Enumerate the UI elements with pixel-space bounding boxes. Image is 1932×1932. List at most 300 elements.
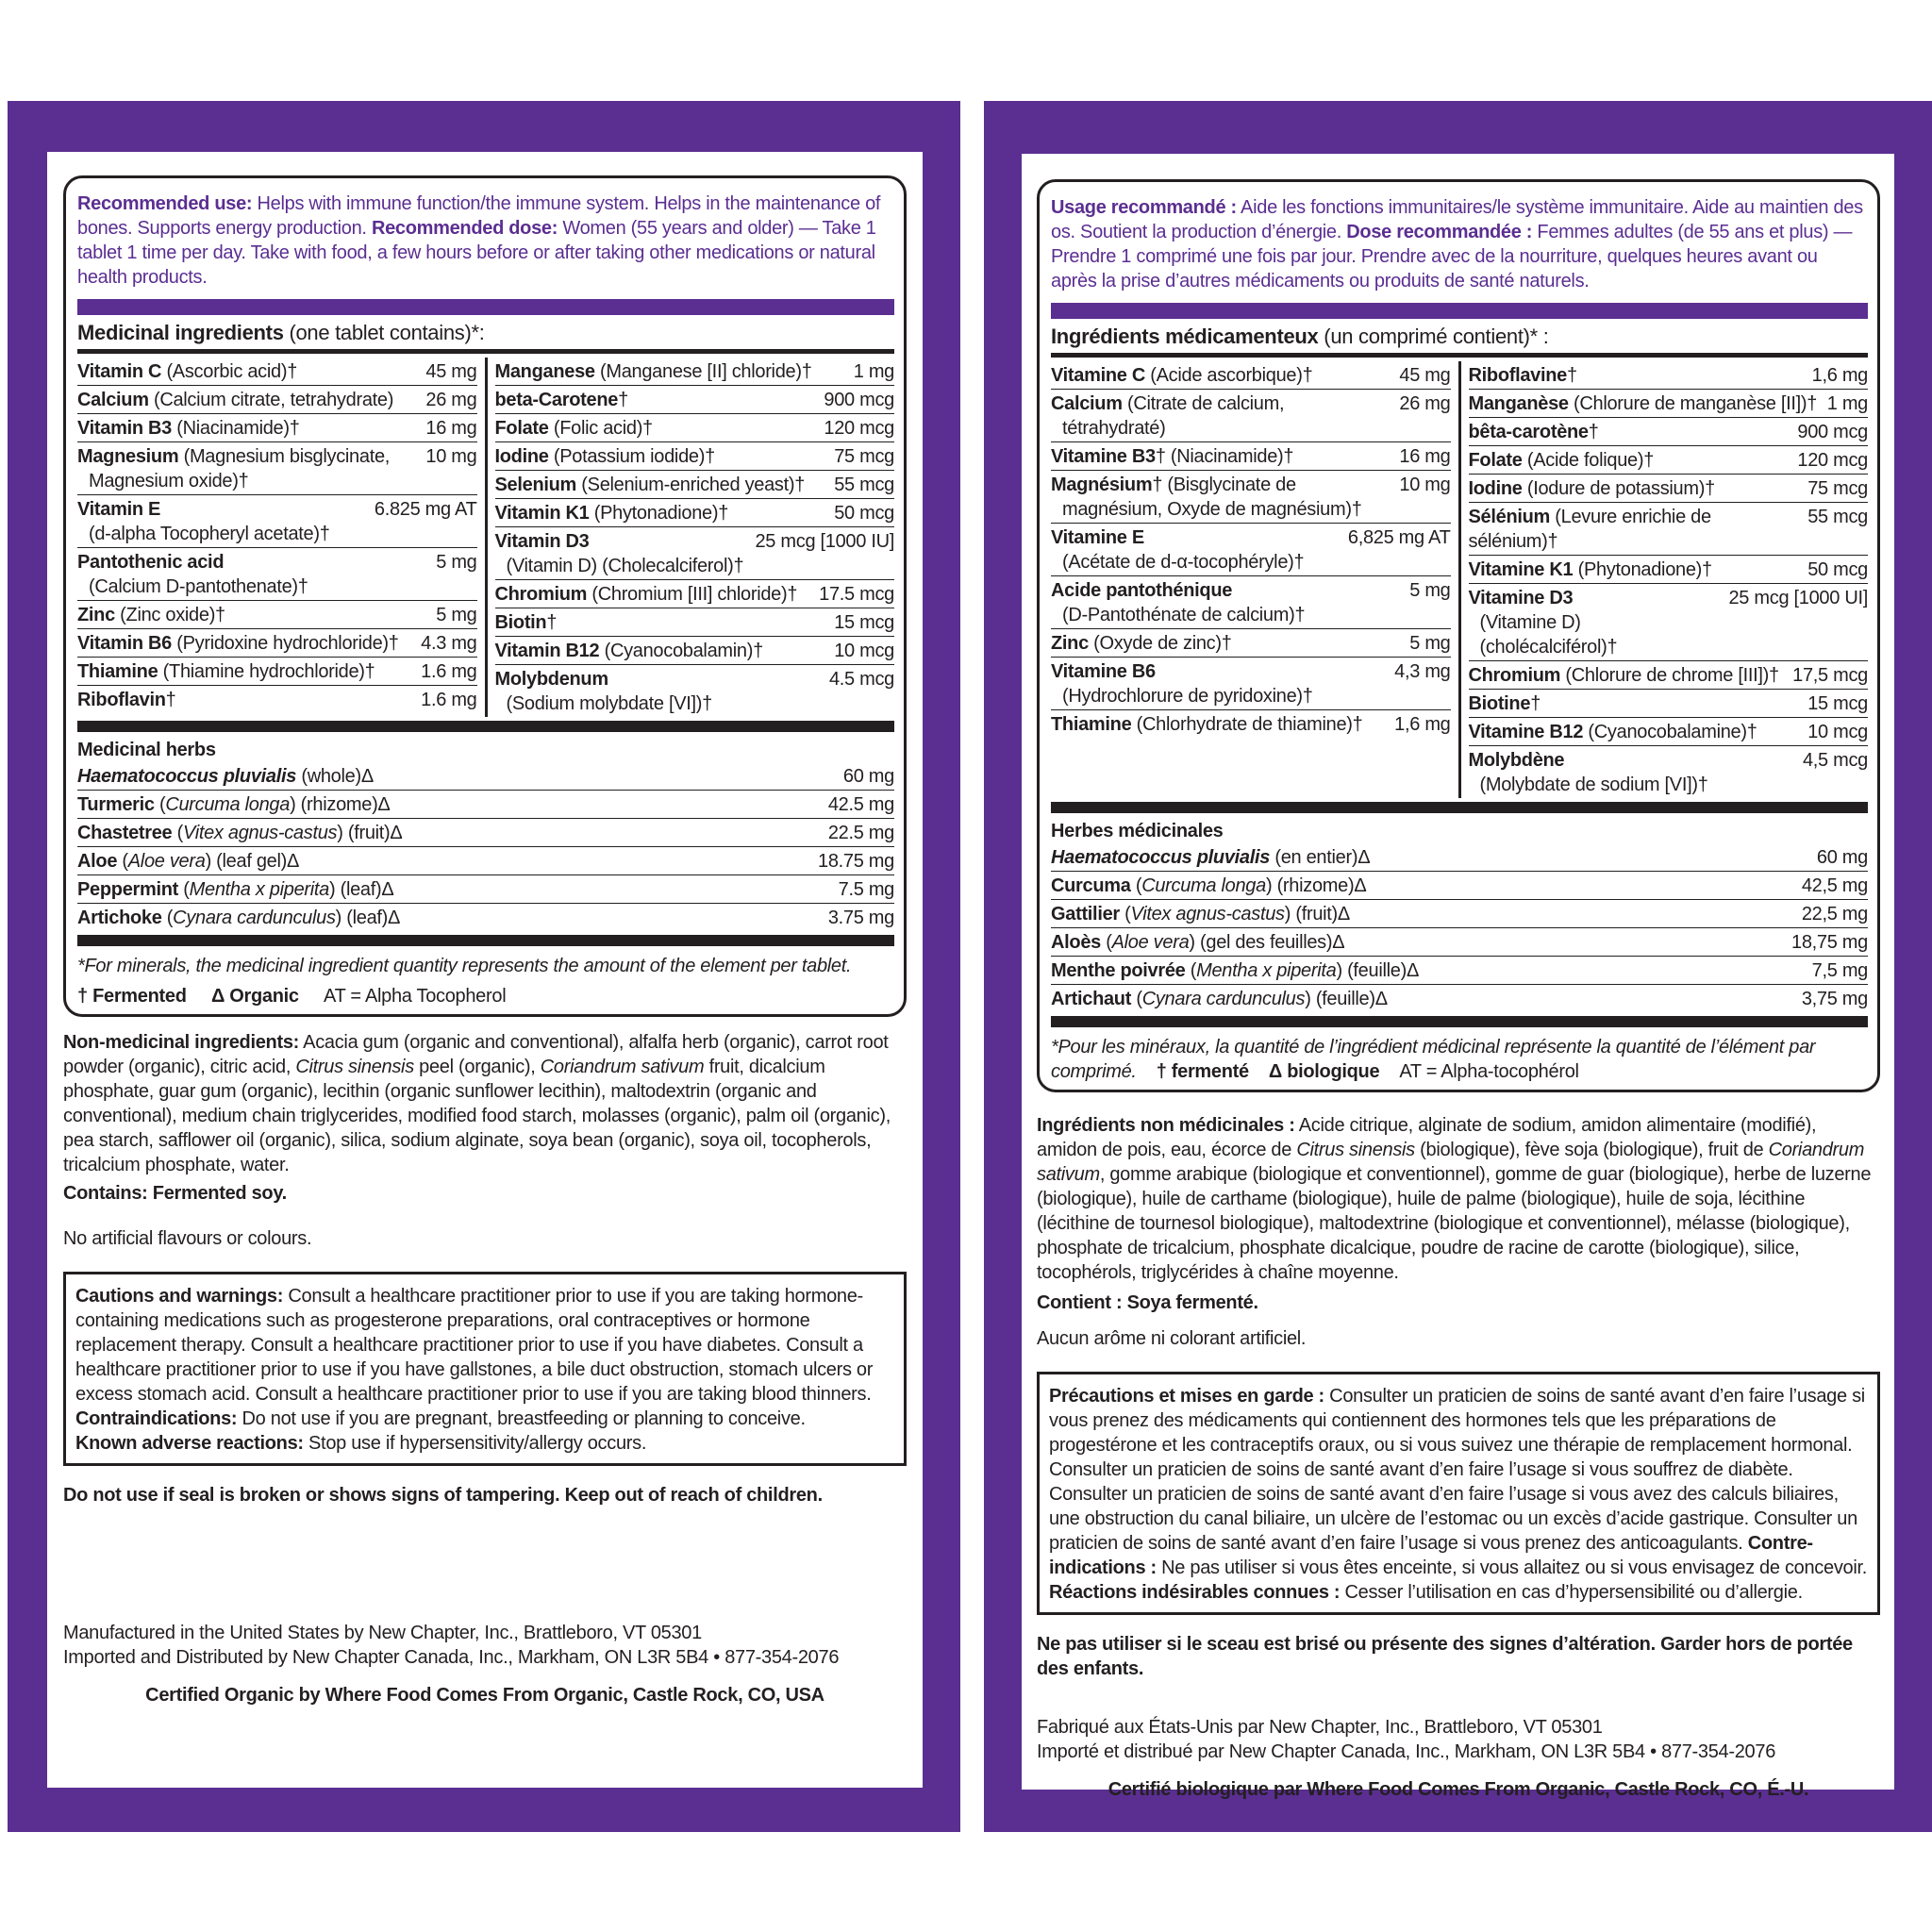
- cautions-box: Précautions et mises en garde : Consulter un praticien de soins de santé avant d’en faire l’usage si vous prenez des médicaments qui contiennent des hormones tels que les préparations de progestérone et les contraceptifs oraux, ou si vous suivez une thérapie de remplacement hormonal. Consulter un praticien de soins de santé avant d’en faire l’usage si vous souffrez de diabète. Consulter un praticien de soins de santé avant d’en faire l’usage si vous avez des calculs biliaires, une obstruction du canal biliaire, un ulcère de l’estomac ou un excès d’acide gastrique. Consulter un praticien de soins de santé avant d’en faire l’usage si vous prenez des anticoagulants. Contre-indications : Ne pas utiliser si vous êtes enceinte, si vous allaitez ou si vous envisagez de concevoir. Réactions indésirables connues : Cesser l’utilisation en cas d’hypersensibilité ou d’allergie.: [1037, 1372, 1880, 1615]
- ingredient-source: (Acide ascorbique)†: [1145, 365, 1313, 386]
- ingredient-name-cell: [1051, 659, 1389, 708]
- ingredient-name-cell: [495, 667, 824, 716]
- ingredient-source: (Phytonadione)†: [589, 503, 729, 524]
- ingredient-source: †: [165, 690, 176, 710]
- ingredient-name-cell: [1469, 391, 1822, 416]
- herb-row: [77, 875, 894, 904]
- herb-name: Gattilier: [1051, 904, 1120, 924]
- ingredient-row: [1469, 746, 1869, 798]
- ingredients-right-column: [1461, 361, 1869, 798]
- herb-name: Aloe: [77, 851, 118, 872]
- ingredient-name-cell: [77, 659, 415, 684]
- non-medicinal-ingredients: Ingrédients non médicinales : Acide citrique, alginate de sodium, amidon alimentaire (modifié), amidon de pois, eau, écorce de Citrus sinensis (biologique), fève soja (biologique), fruit de Coriandrum sativum, gomme arabique (biologique et conventionnel), gomme de guar (biologique), herbe de luzerne (biologique), huile de carthame (biologique), huile de palme (biologique), huile de soja, lécithine (lécithine de tournesol biologique), maltodextrine (biologique et conventionnel), mélasse (biologique), phosphate de tricalcium, phosphate dicalcique, poudre de racine de carotte (biologique), silice, tocophérols, triglycérides à chaîne moyenne.: [1037, 1115, 1872, 1283]
- ingredient-row: [1469, 390, 1869, 418]
- ingredient-name-cell: [1469, 505, 1803, 554]
- ingredient-name: Vitamin D3: [494, 531, 590, 552]
- ingredient-source-line2: (Molybdate de sodium [VI])†: [1479, 774, 1708, 795]
- ingredient-amount: 15 mcg: [1807, 693, 1868, 714]
- ingredient-source: †: [1588, 422, 1599, 442]
- ingredient-name-cell: [495, 388, 819, 412]
- ingredient-row: [77, 658, 477, 686]
- ingredient-name-cell: [1469, 748, 1797, 797]
- herb-row: [77, 904, 894, 931]
- ingredient-source-line2: tétrahydraté): [1062, 418, 1166, 439]
- footnote: *Pour les minéraux, la quantité de l’ingrédient médicinal représente la quantité de l’élément par comprimé. † fermenté Δ biologique AT = Alpha-tocophérol: [1051, 1037, 1816, 1082]
- herb-row: [77, 819, 894, 847]
- ingredient-source: (Pyridoxine hydrochloride)†: [172, 633, 399, 654]
- ingredient-name: Vitamine B12: [1468, 722, 1584, 742]
- ingredient-amount: 75 mcg: [834, 446, 894, 467]
- recommended-use: Usage recommandé : Aide les fonctions immunitaires/le système immunitaire. Aide au maintien des os. Soutient la production d’énergie. Dose recommandée : Femmes adultes (de 55 ans et plus) — Prendre 1 comprimé une fois par jour. Prendre avec de la nourriture, quelques heures avant ou après la prise d’autres médicaments ou produits de santé naturels.: [1051, 197, 1863, 291]
- ingredient-source: (Calcium citrate, tetrahydrate): [148, 390, 394, 410]
- ingredient-source: (Cyanocobalamin)†: [599, 641, 763, 661]
- black-divider: [77, 935, 894, 946]
- ingredient-amount: 1.6 mg: [421, 690, 477, 710]
- ingredient-name: Vitamine C: [1051, 365, 1145, 386]
- ingredient-amount: 55 mcg: [1807, 507, 1868, 527]
- ingredient-source: (Niacinamide)†: [172, 418, 300, 439]
- ingredient-name: Vitamin B12: [494, 641, 600, 661]
- ingredient-row: [495, 580, 895, 608]
- black-divider: [1051, 1016, 1868, 1027]
- ingredient-source: (Zinc oxide)†: [114, 605, 225, 625]
- ingredient-name: Iodine: [494, 446, 549, 467]
- ingredient-name: Acide pantothénique: [1051, 580, 1233, 601]
- ingredient-name-cell: [1051, 473, 1393, 522]
- ingredient-amount: 25 mcg [1000 IU]: [755, 531, 894, 552]
- herb-prefix: (: [172, 823, 184, 843]
- ingredient-name: Biotine: [1468, 693, 1531, 714]
- ingredient-source-line2: (Hydrochlorure de pyridoxine)†: [1062, 686, 1313, 707]
- ingredient-source: (Cyanocobalamine)†: [1583, 722, 1757, 742]
- herb-part: ) (leaf)Δ: [335, 908, 401, 928]
- ingredient-row: [495, 499, 895, 527]
- ingredients-left-column: [77, 358, 488, 717]
- non-medicinal-ingredients: Non-medicinal ingredients: Acacia gum (organic and conventional), alfalfa herb (organic), carrot root powder (organic), citric acid, Citrus sinensis peel (organic), Coriandrum sativum fruit, dicalcium phosphate, guar gum (organic), lecithin (organic sunflower lecithin), maltodextrin (organic and conventional), medium chain triglycerides, modified food starch, molasses (organic), palm oil (organic), pea starch, safflower oil (organic), silica, sodium alginate, soya bean (organic), soya oil, tocopherols, tricalcium phosphate, water.: [63, 1032, 891, 1175]
- ingredient-amount: 10 mg: [425, 446, 477, 467]
- ingredient-amount: 900 mcg: [824, 390, 894, 410]
- ingredient-row: [1469, 690, 1869, 718]
- ingredient-source: (Ascorbic acid)†: [161, 361, 298, 382]
- ingredient-name-cell: [495, 582, 814, 607]
- ingredient-amount: 1 mg: [853, 361, 894, 382]
- ingredients-right-column: [488, 358, 895, 717]
- ingredient-name: Zinc: [77, 605, 115, 625]
- ingredient-amount: 5 mg: [1409, 580, 1451, 601]
- ingredient-name: Folate: [494, 418, 549, 439]
- ingredient-amount: 45 mg: [1399, 365, 1451, 386]
- herb-name-cell: [77, 906, 823, 930]
- ingredient-amount: 10 mcg: [834, 641, 894, 661]
- herb-name: Artichaut: [1051, 989, 1132, 1009]
- purple-divider: [1051, 303, 1868, 319]
- ingredient-name-cell: [77, 359, 420, 384]
- herb-part: ) (feuille)Δ: [1336, 960, 1420, 981]
- herb-prefix: (: [1185, 960, 1197, 981]
- ingredient-row: [77, 358, 477, 386]
- herb-part: ) (rhizome)Δ: [1265, 875, 1367, 896]
- ingredients-left-column: [1051, 361, 1461, 798]
- ingredient-amount: 1.6 mg: [421, 661, 477, 682]
- herb-latin-name: Vitex agnus-castus: [1130, 904, 1285, 924]
- ingredient-amount: 75 mcg: [1807, 478, 1868, 499]
- herb-name-cell: [1051, 930, 1786, 955]
- ingredient-name: Riboflavin: [77, 690, 166, 710]
- ingredient-name: Riboflavine: [1468, 365, 1567, 386]
- no-artificial-statement: No artificial flavours or colours.: [63, 1228, 312, 1249]
- herb-prefix: (: [1131, 989, 1142, 1009]
- ingredient-name: Vitamin E: [77, 499, 161, 520]
- herb-amount: 60 mg: [842, 766, 894, 787]
- supplement-facts-card: [1037, 179, 1880, 1092]
- ingredient-row: [1051, 710, 1451, 738]
- ingredient-source: †: [1567, 365, 1577, 386]
- herb-row: [1051, 843, 1868, 872]
- contains-statement: Contient : Soya fermenté.: [1037, 1292, 1258, 1313]
- herb-part: ) (rhizome)Δ: [290, 794, 391, 815]
- herb-latin-name: Curcuma longa: [1141, 875, 1266, 896]
- ingredient-source-line2: (Vitamine D) (cholécalciférol)†: [1479, 612, 1618, 658]
- ingredient-amount: 1 mg: [1826, 393, 1868, 414]
- herb-name: Peppermint: [77, 879, 179, 900]
- legend: † Fermented Δ Organic AT = Alpha Tocopherol: [77, 986, 507, 1007]
- ingredient-amount: 45 mg: [425, 361, 477, 382]
- ingredient-name-cell: [1051, 631, 1404, 656]
- herb-name-cell: [77, 764, 838, 789]
- ingredient-row: [1469, 556, 1869, 584]
- herb-amount: 7.5 mg: [838, 879, 894, 900]
- herb-part: (en entier)Δ: [1270, 847, 1371, 868]
- ingredient-name: Vitamin K1: [494, 503, 590, 524]
- ingredient-row: [77, 442, 477, 495]
- ingredient-amount: 17.5 mcg: [819, 584, 894, 605]
- contains-statement: Contains: Fermented soy.: [63, 1183, 287, 1204]
- medicinal-herbs-heading: Herbes médicinales: [1051, 821, 1224, 841]
- ingredient-name-cell: [77, 603, 430, 627]
- herb-prefix: (: [1119, 904, 1131, 924]
- ingredient-row: [1469, 361, 1869, 390]
- herb-amount: 7,5 mg: [1811, 960, 1868, 981]
- ingredient-amount: 4.5 mcg: [828, 669, 894, 690]
- ingredient-source: (Thiamine hydrochloride)†: [158, 661, 375, 682]
- french-label-inner: [1022, 154, 1894, 1800]
- herb-latin-name: Aloe vera: [127, 851, 206, 872]
- ingredient-name: Iodine: [1468, 478, 1523, 499]
- ingredient-name: Chromium: [494, 584, 588, 605]
- ingredient-source: (Chlorure de manganèse [II])†: [1568, 393, 1818, 414]
- ingredient-amount: 5 mg: [436, 552, 477, 573]
- ingredient-row: [1051, 524, 1451, 576]
- herb-latin-name: Cynara cardunculus: [1141, 989, 1306, 1009]
- ingredient-row: [1051, 442, 1451, 471]
- medicinal-ingredients-heading: Ingrédients médicamenteux (un comprimé contient)* :: [1051, 323, 1868, 358]
- ingredient-name-cell: [77, 688, 415, 712]
- ingredient-name-cell: [495, 444, 829, 469]
- ingredient-name-cell: [1469, 363, 1807, 388]
- ingredient-source: (Manganese [II] chloride)†: [594, 361, 812, 382]
- recommended-use: Recommended use: Helps with immune function/the immune system. Helps in the maintenance of bones. Supports energy production. Recommended dose: Women (55 years and older) — Take 1 tablet 1 time per day. Take with food, a few hours before or after taking other medications or natural health products.: [77, 193, 881, 288]
- ingredient-name: Vitamin B6: [77, 633, 172, 654]
- ingredient-name-cell: [1469, 558, 1803, 582]
- herbs-list: [77, 762, 894, 931]
- herb-latin-name: Cynara cardunculus: [173, 908, 336, 928]
- ingredient-source-line2: magnésium, Oxyde de magnésium)†: [1062, 499, 1362, 520]
- herb-part: ) (fruit)Δ: [337, 823, 403, 843]
- herb-name: Turmeric: [77, 794, 155, 815]
- herb-part: ) (leaf gel)Δ: [205, 851, 300, 872]
- ingredient-name-cell: [1469, 586, 1724, 659]
- ingredient-name: Calcium: [77, 390, 149, 410]
- ingredient-name-cell: [495, 359, 848, 384]
- ingredient-name: Vitamine E: [1051, 527, 1144, 548]
- ingredient-name: Vitamin C: [77, 361, 162, 382]
- ingredient-name: Manganèse: [1468, 393, 1569, 414]
- ingredient-name: Pantothenic acid: [77, 552, 225, 573]
- ingredient-amount: 25 mcg [1000 UI]: [1728, 588, 1868, 608]
- ingredient-name: Chromium: [1468, 665, 1561, 686]
- ingredient-name-cell: [1469, 448, 1792, 473]
- ingredient-name-cell: [495, 610, 829, 635]
- herb-name-cell: [1051, 845, 1811, 870]
- herb-name-cell: [77, 849, 812, 874]
- ingredient-name: Vitamine D3: [1468, 588, 1574, 608]
- ingredient-row: [1051, 658, 1451, 710]
- ingredient-name-cell: [1051, 363, 1393, 388]
- ingredient-source: †: [546, 612, 558, 633]
- ingredient-amount: 120 mcg: [1797, 450, 1868, 471]
- ingredient-row: [77, 548, 477, 601]
- herb-name-cell: [1051, 958, 1807, 983]
- herb-row: [1051, 957, 1868, 985]
- herb-row: [77, 762, 894, 791]
- supplement-facts-card: [63, 175, 907, 1017]
- ingredient-name: Vitamine K1: [1468, 559, 1574, 580]
- ingredient-amount: 16 mg: [425, 418, 477, 439]
- herb-part: (whole)Δ: [296, 766, 374, 787]
- black-divider: [77, 721, 894, 732]
- footnote: *For minerals, the medicinal ingredient quantity represents the amount of the element per tablet.: [77, 956, 852, 976]
- herb-latin-name: Mentha x piperita: [189, 879, 329, 900]
- distributor-line: Imported and Distributed by New Chapter Canada, Inc., Markham, ON L3R 5B4 • 877-354-2076: [63, 1647, 840, 1668]
- ingredient-amount: 26 mg: [1399, 393, 1451, 414]
- ingredient-source: (Phytonadione)†: [1573, 559, 1712, 580]
- ingredient-source: (Folic acid)†: [548, 418, 653, 439]
- ingredient-source: (Magnesium bisglycinate,: [178, 446, 391, 467]
- herb-prefix: (: [161, 908, 174, 928]
- ingredient-amount: 4,5 mcg: [1802, 750, 1868, 771]
- ingredient-name: Vitamine B6: [1051, 661, 1156, 682]
- herb-amount: 18,75 mg: [1791, 932, 1868, 953]
- ingredient-name-cell: [1469, 691, 1803, 716]
- cautions-box: Cautions and warnings: Consult a healthcare practitioner prior to use if you are taking hormone-containing medications such as progesterone preparations, oral contraceptives or hormone replacement therapy. Consult a healthcare practitioner prior to use if you have diabetes. Consult a healthcare practitioner prior to use if you have gallstones, a bile duct obstruction, stomach ulcers or excess stomach acid. Consult a healthcare practitioner prior to use if you are taking blood thinners. Contraindications: Do not use if you are pregnant, breastfeeding or planning to conceive. Known adverse reactions: Stop use if hypersensitivity/allergy occurs.: [63, 1272, 907, 1466]
- ingredient-source: †: [1530, 693, 1541, 714]
- ingredient-amount: 6.825 mg AT: [374, 499, 477, 520]
- herb-prefix: (: [154, 794, 166, 815]
- no-artificial-statement: Aucun arôme ni colorant artificiel.: [1037, 1328, 1307, 1349]
- ingredient-name: Molybdenum: [494, 669, 608, 690]
- herb-amount: 22.5 mg: [827, 823, 894, 843]
- herb-prefix: (: [1100, 932, 1112, 953]
- herb-part: ) (leaf)Δ: [328, 879, 394, 900]
- herb-part: ) (gel des feuilles)Δ: [1189, 932, 1345, 953]
- ingredient-amount: 26 mg: [425, 390, 477, 410]
- ingredients-columns: [1051, 361, 1868, 798]
- tamper-warning: Ne pas utiliser si le sceau est brisé ou présente des signes d’altération. Garder hors de portée des enfants.: [1037, 1634, 1853, 1679]
- ingredient-row: [1051, 390, 1451, 442]
- ingredient-row: [495, 608, 895, 637]
- ingredient-row: [77, 686, 477, 713]
- purple-divider: [77, 299, 894, 315]
- herb-name: Haematococcus pluvialis: [77, 766, 297, 787]
- herb-name-cell: [1051, 987, 1796, 1011]
- distributor-line: Importé et distribué par New Chapter Canada, Inc., Markham, ON L3R 5B4 • 877-354-2076: [1037, 1741, 1776, 1762]
- ingredient-source-line2: (Acétate de d-α-tocophéryle)†: [1062, 552, 1305, 573]
- english-label-panel: [8, 101, 960, 1832]
- herb-name-cell: [77, 877, 833, 902]
- ingredient-amount: 17,5 mcg: [1792, 665, 1868, 686]
- ingredient-row: [495, 442, 895, 471]
- herbs-list: [1051, 843, 1868, 1012]
- ingredient-source: † (Bisglycinate de: [1152, 475, 1296, 495]
- herb-part: ) (fruit)Δ: [1284, 904, 1350, 924]
- ingredient-row: [1051, 361, 1451, 390]
- ingredient-row: [495, 637, 895, 665]
- herb-name-cell: [77, 792, 823, 817]
- ingredient-name-cell: [1051, 712, 1389, 737]
- ingredient-name-cell: [495, 416, 819, 441]
- herb-row: [77, 791, 894, 819]
- herb-latin-name: Mentha x piperita: [1196, 960, 1337, 981]
- ingredient-amount: 15 mcg: [834, 612, 894, 633]
- ingredient-row: [77, 495, 477, 548]
- ingredient-name-cell: [1469, 476, 1803, 501]
- ingredient-name: Selenium: [494, 475, 577, 495]
- tamper-warning: Do not use if seal is broken or shows signs of tampering. Keep out of reach of children.: [63, 1485, 823, 1506]
- ingredient-source: †: [618, 390, 628, 410]
- ingredient-amount: 50 mcg: [834, 503, 894, 524]
- herb-row: [1051, 985, 1868, 1012]
- herb-amount: 22,5 mg: [1801, 904, 1868, 924]
- herb-latin-name: Curcuma longa: [165, 794, 291, 815]
- ingredient-name: bêta-carotène: [1468, 422, 1589, 442]
- ingredient-row: [77, 414, 477, 442]
- french-label-panel: [984, 101, 1932, 1832]
- ingredient-name: Manganese: [494, 361, 595, 382]
- ingredient-row: [1051, 471, 1451, 524]
- ingredient-amount: 900 mcg: [1797, 422, 1868, 442]
- ingredient-name: Thiamine: [1051, 714, 1132, 735]
- herb-row: [77, 847, 894, 875]
- ingredient-row: [77, 601, 477, 629]
- ingredient-name: Biotin: [494, 612, 547, 633]
- ingredient-name: Magnesium: [77, 446, 179, 467]
- herb-latin-name: Aloe vera: [1111, 932, 1190, 953]
- ingredient-source: (Chlorure de chrome [III])†: [1560, 665, 1779, 686]
- ingredient-row: [1051, 629, 1451, 658]
- ingredient-name-cell: [1051, 444, 1393, 469]
- herb-latin-name: Vitex agnus-castus: [183, 823, 338, 843]
- ingredient-row: [1051, 576, 1451, 629]
- ingredient-source-line2: (D-Pantothénate de calcium)†: [1062, 605, 1306, 625]
- ingredient-source: (Chromium [III] chloride)†: [587, 584, 798, 605]
- ingredient-row: [1469, 661, 1869, 690]
- ingredient-name-cell: [1469, 420, 1792, 444]
- herb-name: Curcuma: [1051, 875, 1131, 896]
- english-label-content: [63, 175, 907, 1707]
- manufacturer-line: Manufactured in the United States by New Chapter, Inc., Brattleboro, VT 05301: [63, 1623, 702, 1643]
- herb-name-cell: [77, 821, 823, 845]
- certification-line: Certified Organic by Where Food Comes From Organic, Castle Rock, CO, USA: [145, 1685, 824, 1706]
- ingredient-row: [1469, 475, 1869, 503]
- manufacturer-line: Fabriqué aux États-Unis par New Chapter, Inc., Brattleboro, VT 05301: [1037, 1717, 1603, 1738]
- ingredient-name: Vitamine B3: [1051, 446, 1156, 467]
- ingredient-name: Zinc: [1051, 633, 1089, 654]
- ingredient-name-cell: [1051, 525, 1342, 575]
- herb-name-cell: [1051, 874, 1796, 898]
- herb-name: Chastetree: [77, 823, 173, 843]
- herb-row: [1051, 900, 1868, 928]
- ingredient-source: (Levure enrichie de sélénium)†: [1468, 507, 1711, 552]
- ingredient-row: [1469, 503, 1869, 556]
- herb-amount: 60 mg: [1816, 847, 1868, 868]
- french-label-content: [1037, 179, 1880, 1802]
- herb-name: Artichoke: [77, 908, 162, 928]
- ingredient-source: (Citrate de calcium,: [1122, 393, 1285, 414]
- black-divider: [1051, 802, 1868, 813]
- ingredient-row: [1469, 584, 1869, 661]
- ingredient-name: Magnésium: [1051, 475, 1153, 495]
- ingredient-amount: 50 mcg: [1807, 559, 1868, 580]
- ingredient-row: [77, 629, 477, 658]
- herb-prefix: (: [1130, 875, 1142, 896]
- ingredient-name-cell: [1469, 663, 1788, 688]
- ingredient-name-cell: [495, 473, 829, 497]
- ingredient-name-cell: [77, 444, 420, 493]
- ingredient-row: [1469, 446, 1869, 475]
- ingredient-name-cell: [495, 501, 829, 525]
- herb-amount: 42.5 mg: [827, 794, 894, 815]
- ingredient-amount: 6,825 mg AT: [1347, 527, 1451, 548]
- ingredient-name: Vitamin B3: [77, 418, 172, 439]
- herb-row: [1051, 928, 1868, 957]
- ingredient-name-cell: [495, 529, 750, 578]
- ingredient-source: (Acide folique)†: [1522, 450, 1655, 471]
- medicinal-herbs-heading: Medicinal herbs: [77, 740, 216, 760]
- ingredient-source-line2: (Vitamin D) (Cholecalciferol)†: [506, 556, 744, 576]
- ingredient-source: (Oxyde de zinc)†: [1088, 633, 1232, 654]
- ingredient-row: [495, 358, 895, 386]
- medicinal-ingredients-heading: Medicinal ingredients (one tablet contains)*:: [77, 319, 894, 354]
- ingredient-name-cell: [1051, 578, 1404, 627]
- herb-row: [1051, 872, 1868, 900]
- ingredient-name-cell: [77, 631, 415, 656]
- ingredients-columns: [77, 358, 894, 717]
- ingredient-amount: 55 mcg: [834, 475, 894, 495]
- ingredient-amount: 10 mcg: [1807, 722, 1868, 742]
- ingredient-source: (Chlorhydrate de thiamine)†: [1131, 714, 1363, 735]
- english-label-inner: [47, 152, 923, 1788]
- herb-name: Aloès: [1051, 932, 1101, 953]
- herb-amount: 42,5 mg: [1801, 875, 1868, 896]
- herb-amount: 3,75 mg: [1801, 989, 1868, 1009]
- ingredient-name: Folate: [1468, 450, 1523, 471]
- ingredient-source: (Potassium iodide)†: [548, 446, 715, 467]
- ingredient-row: [495, 386, 895, 414]
- ingredient-amount: 5 mg: [1409, 633, 1451, 654]
- ingredient-amount: 4,3 mg: [1394, 661, 1451, 682]
- herb-prefix: (: [178, 879, 190, 900]
- ingredient-name: Molybdène: [1468, 750, 1565, 771]
